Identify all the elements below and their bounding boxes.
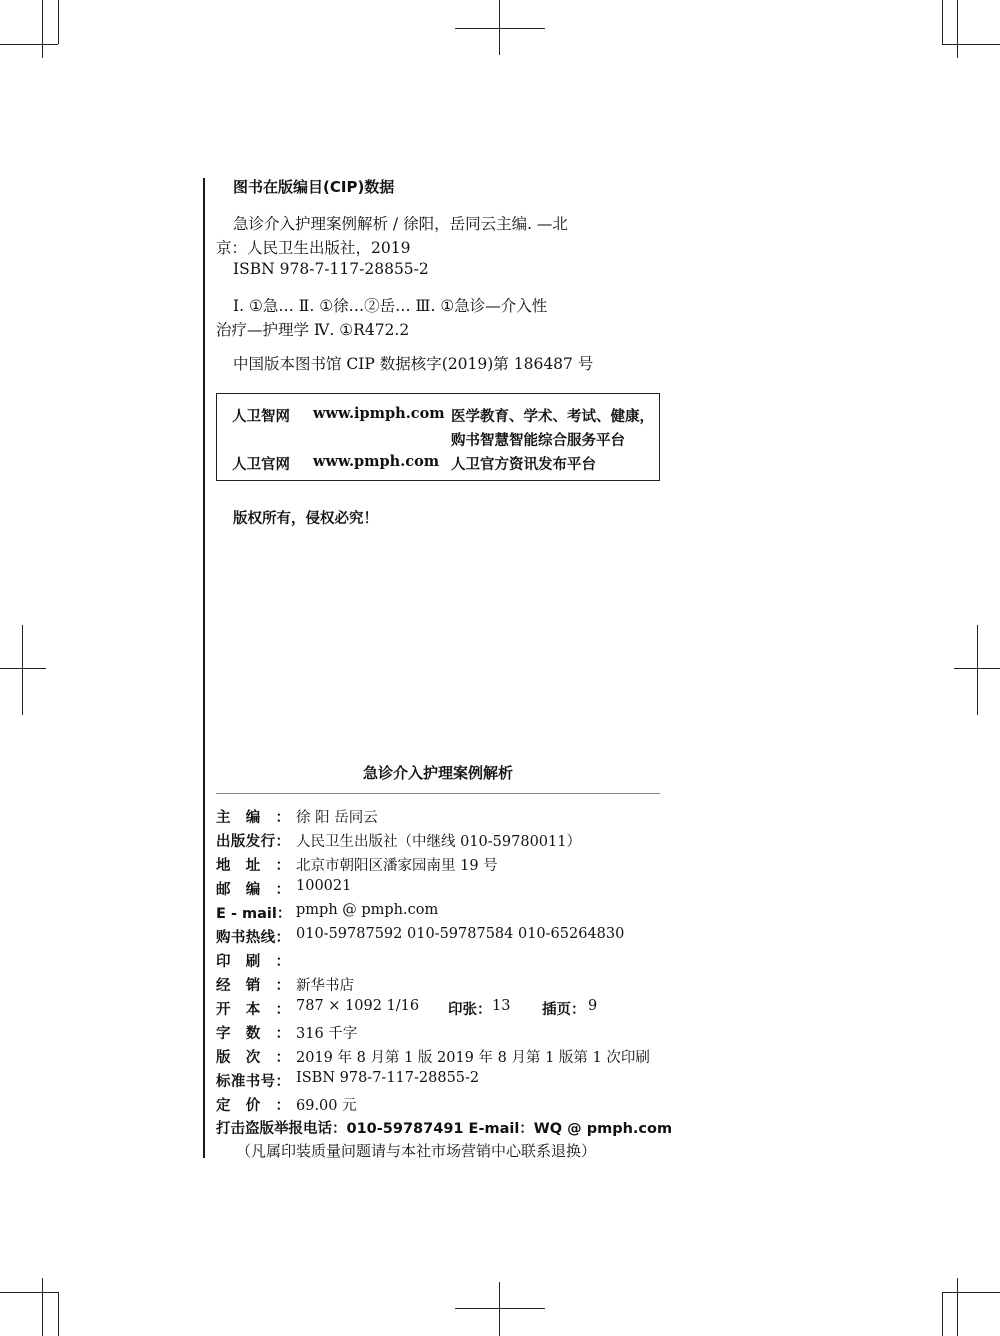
sheets-label: 印张： [448, 1002, 492, 1018]
crop-mark [455, 28, 545, 29]
crop-mark [42, 0, 43, 58]
crop-mark [58, 0, 59, 44]
crop-mark [455, 1308, 545, 1309]
info-value: 69.00 元 [296, 1098, 357, 1114]
info-value: 北京市朝阳区潘家园南里 19 号 [296, 858, 498, 874]
copyright-notice: 版权所有，侵权必究！ [233, 511, 378, 527]
plates-value: 9 [588, 998, 598, 1014]
info-label: 定价： [216, 1098, 290, 1114]
site-desc-2: 人卫官方资讯发布平台 [451, 457, 596, 473]
cip-class-1: Ⅰ. ①急… Ⅱ. ①徐…②岳… Ⅲ. ①急诊—介入性 [233, 297, 548, 315]
site-desc-1b: 购书智慧智能综合服务平台 [451, 433, 625, 449]
info-label: E - mail： [216, 906, 292, 922]
site-name-1: 人卫智网 [232, 409, 290, 425]
info-label: 印刷： [216, 954, 290, 970]
anti-piracy-line: 打击盗版举报电话：010-59787491 E-mail：WQ @ pmph.com [216, 1121, 673, 1137]
crop-mark [954, 668, 1000, 669]
info-label: 出版发行： [216, 834, 290, 850]
info-value: pmph @ pmph.com [296, 902, 439, 918]
cip-title: 图书在版编目(CIP)数据 [233, 178, 395, 196]
info-label: 邮编： [216, 882, 290, 898]
crop-mark [957, 1278, 958, 1336]
info-label: 主编： [216, 810, 290, 826]
quality-note: （凡属印装质量问题请与本社市场营销中心联系退换） [236, 1142, 597, 1160]
plates-label: 插页： [542, 1002, 586, 1018]
divider [216, 793, 660, 794]
crop-mark [942, 1292, 943, 1336]
info-value: 100021 [296, 878, 352, 894]
margin-rule [203, 178, 205, 1158]
info-value: 2019 年 8 月第 1 版 2019 年 8 月第 1 版第 1 次印刷 [296, 1050, 650, 1066]
info-label: 标准书号： [216, 1074, 290, 1090]
crop-mark [942, 1292, 1000, 1293]
crop-mark [42, 1278, 43, 1336]
site-desc-1a: 医学教育、学术、考试、健康， [451, 409, 654, 425]
info-value: 316 千字 [296, 1026, 358, 1042]
info-label: 购书热线： [216, 930, 290, 946]
cip-line-2: 京：人民卫生出版社，2019 [216, 239, 411, 257]
crop-mark [0, 668, 46, 669]
crop-mark [0, 1292, 58, 1293]
crop-mark [22, 625, 23, 715]
crop-mark [942, 44, 1000, 45]
book-title: 急诊介入护理案例解析 [362, 764, 513, 782]
info-label: 经销： [216, 978, 290, 994]
info-value: 010-59787592 010-59787584 010-65264830 [296, 926, 625, 942]
cip-class-2: 治疗—护理学 Ⅳ. ①R472.2 [216, 321, 410, 339]
info-value: 人民卫生出版社（中继线 010-59780011） [296, 834, 581, 850]
info-value: 787 × 1092 1/16 [296, 998, 420, 1014]
site-url-2[interactable]: www.pmph.com [313, 453, 440, 470]
info-label: 地址： [216, 858, 290, 874]
info-label: 开本： [216, 1002, 290, 1018]
site-url-1[interactable]: www.ipmph.com [313, 405, 445, 422]
cip-record: 中国版本图书馆 CIP 数据核字(2019)第 186487 号 [233, 355, 594, 373]
cip-isbn: ISBN 978-7-117-28855-2 [233, 260, 429, 278]
info-label: 字数： [216, 1026, 290, 1042]
websites-box [216, 393, 660, 481]
crop-mark [977, 625, 978, 715]
crop-mark [58, 1292, 59, 1336]
crop-mark [499, 1282, 500, 1336]
crop-mark [957, 0, 958, 58]
info-label: 版次： [216, 1050, 290, 1066]
info-value: ISBN 978-7-117-28855-2 [296, 1070, 480, 1086]
info-value: 新华书店 [296, 978, 354, 994]
sheets-value: 13 [492, 998, 511, 1014]
cip-line-1: 急诊介入护理案例解析 / 徐阳，岳同云主编. —北 [233, 215, 568, 233]
info-value: 徐 阳 岳同云 [296, 810, 378, 826]
crop-mark [0, 44, 58, 45]
crop-mark [942, 0, 943, 44]
site-name-2: 人卫官网 [232, 457, 290, 473]
